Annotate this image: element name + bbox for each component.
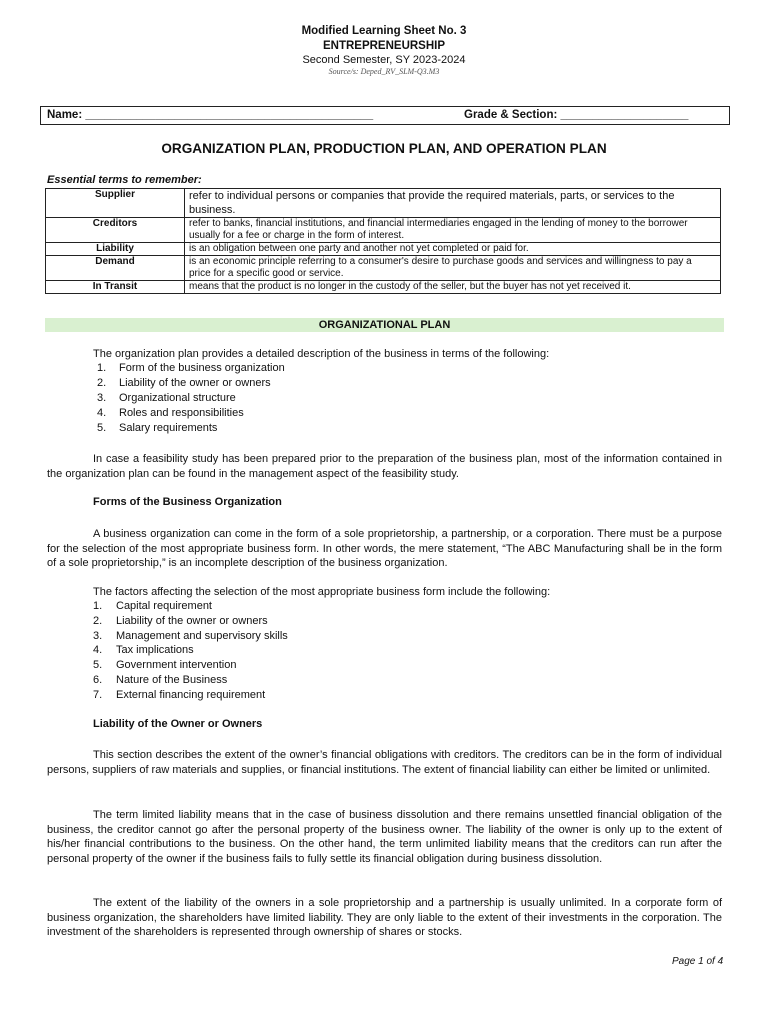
document-page: Modified Learning Sheet No. 3 ENTREPRENEURSHIP Second Semester, SY 2023-2024 Source/s: Deped_RV_SLM-Q3.M3 Name: _____________________________________________ Grade & Section: ____________________ ORGANIZATION PLAN, PRODUCTION PLAN, AND OPERATION PLAN Essential terms to remember: Supplier refer to individual persons or companies that provide the required materials, parts, or services to the business. Creditors refer to banks, financial institutions, and financial intermediaries engaged in the lending of money to the borrower usually for a fee or charge in the form of interest. Liability is an obligation between one party and another not yet completed or paid for. Demand is an economic principle referring to a consumer's desire to purchase goods and services and willingness to pay a price for a specific good or service. In Transit means that the product is no longer in the custody of the seller, but the buyer has not yet received it. ORGANIZATIONAL PLAN The organization plan provides a detailed description of the business in terms of the following: 1. Form of the business organization 2. Liability of the owner or owners 3. Organizational structure 4. Roles and responsibilities 5. Salary requirements In case a feasibility study has been prepared prior to the preparation of the business plan, most of the information contained in the organization plan can be found in the management aspect of the feasibility study. Forms of the Business Organization A business organization can come in the form of a sole proprietorship, a partnership, or a corporation. There must be a purpose for the selection of the most appropriate business form. In other words, the mere statement, “The ABC Manufacturing shall be in the form of a sole proprietorship,” is an incomplete description of the business organization. The factors affecting the selection of the most appropriate business form include the following: 1. Capital requirement 2. Liability of the owner or owners 3. Management and supervisory skills 4. Tax implications 5. Government intervention 6. Nature of the Business 7. External financing requirement Liability of the Owner or Owners This section describes the extent of the owner’s financial obligations with creditors. The creditors can be in the form of individual persons, suppliers of raw materials and supplies, or financial institutions. The extent of financial liability can either be limited or unlimited. The term limited liability means that in the case of business dissolution and there remains unsettled financial obligation of the business, the creditor cannot go after the personal property of the business owner. The liability of the owner is only up to the extent of his/her financial contributions to the business. On the other hand, the term unlimited liability means that the creditors can run after the personal property of the owner if the business fails to fully settle its financial obligation during business dissolution. The extent of the liability of the owners in a sole proprietorship and a partnership is usually unlimited. In a corporate form of business organization, the shareholders have limited liability. They are only liable to the extent of their investments in the corporation. The investment of the shareholders is represented through ownership of shares or stocks. Page 1 of 4 (0, 0, 768, 1024)
terms-table (45, 188, 721, 294)
table-row (46, 281, 721, 294)
forms-paragraph: A business organization can come in the form of a sole proprietorship, a partnership, or a corporation. There must be a purpose for the selection of the most appropriate business form. In other words, the mere statement, “The ABC Manufacturing shall be in the form of a sole proprietorship,” is an incomplete description of the business organization. (47, 528, 722, 570)
table-row (46, 243, 721, 256)
subheading-forms: Forms of the Business Organization (93, 496, 282, 508)
intro-text: The organization plan provides a detailed description of the business in terms of the following: (93, 348, 550, 360)
essential-terms-heading: Essential terms to remember: (47, 174, 202, 186)
feasibility-paragraph: In case a feasibility study has been prepared prior to the preparation of the business plan, most of the information contained in the organization plan can be found in the management aspect of the feasibility study. (47, 453, 722, 480)
source-line: Source/s: Deped_RV_SLM-Q3.M3 (328, 67, 440, 76)
liability-paragraph-3: The extent of the liability of the owners in a sole proprietorship and a partnership is usually unlimited. In a corporate form of business organization, the shareholders have limited liability. They are only liable to the extent of their investments in the corporation. The investment of the shareholders is represented through ownership of shares or stocks. (47, 897, 722, 939)
grade-section-field[interactable]: Grade & Section: ____________________ (464, 109, 689, 121)
term-cell: Demand (46, 256, 185, 281)
definition-cell: refer to individual persons or companies that provide the required materials, parts, or services to the business. (185, 189, 721, 218)
page-title: ORGANIZATION PLAN, PRODUCTION PLAN, AND OPERATION PLAN (161, 141, 607, 156)
table-row (46, 189, 721, 218)
page-number: Page 1 of 4 (672, 956, 724, 967)
name-field[interactable]: Name: _____________________________________________ (47, 109, 374, 121)
liability-paragraph-1: This section describes the extent of the owner’s financial obligations with creditors. The creditors can be in the form of individual persons, suppliers of raw materials and supplies, or financial institutions. The extent of financial liability can either be limited or unlimited. (47, 749, 722, 776)
section-bar-organizational-plan: ORGANIZATIONAL PLAN (45, 318, 724, 332)
definition-cell: means that the product is no longer in the custody of the seller, but the buyer has not yet received it. (185, 281, 721, 294)
factors-intro: The factors affecting the selection of the most appropriate business form include the following: (93, 586, 551, 598)
term-cell: Supplier (46, 189, 185, 218)
subheading-liability: Liability of the Owner or Owners (93, 718, 263, 730)
name-grade-box (40, 106, 730, 125)
term-cell: Liability (46, 243, 185, 256)
term-cell: In Transit (46, 281, 185, 294)
liability-paragraph-2: The term limited liability means that in the case of business dissolution and there remains unsettled financial obligation of the business, the creditor cannot go after the personal property of the business owner. The liability of the owner is only up to the extent of his/her financial contributions to the business. On the other hand, the term unlimited liability means that the creditors can run after the personal property of the owner if the business fails to fully settle its financial obligation during business dissolution. (47, 809, 722, 866)
definition-cell: refer to banks, financial institutions, and financial intermediaries engaged in the lending of money to the borrower usually for a fee or charge in the form of interest. (185, 218, 721, 243)
definition-cell: is an economic principle referring to a consumer's desire to purchase goods and services and willingness to pay a price for a specific good or service. (185, 256, 721, 281)
term-cell: Creditors (46, 218, 185, 243)
semester-line: Second Semester, SY 2023-2024 (302, 54, 466, 66)
table-row (46, 218, 721, 243)
definition-cell: is an obligation between one party and another not yet completed or paid for. (185, 243, 721, 256)
table-row (46, 256, 721, 281)
subject-title: ENTREPRENEURSHIP (322, 40, 446, 52)
sheet-title: Modified Learning Sheet No. 3 (301, 25, 467, 37)
